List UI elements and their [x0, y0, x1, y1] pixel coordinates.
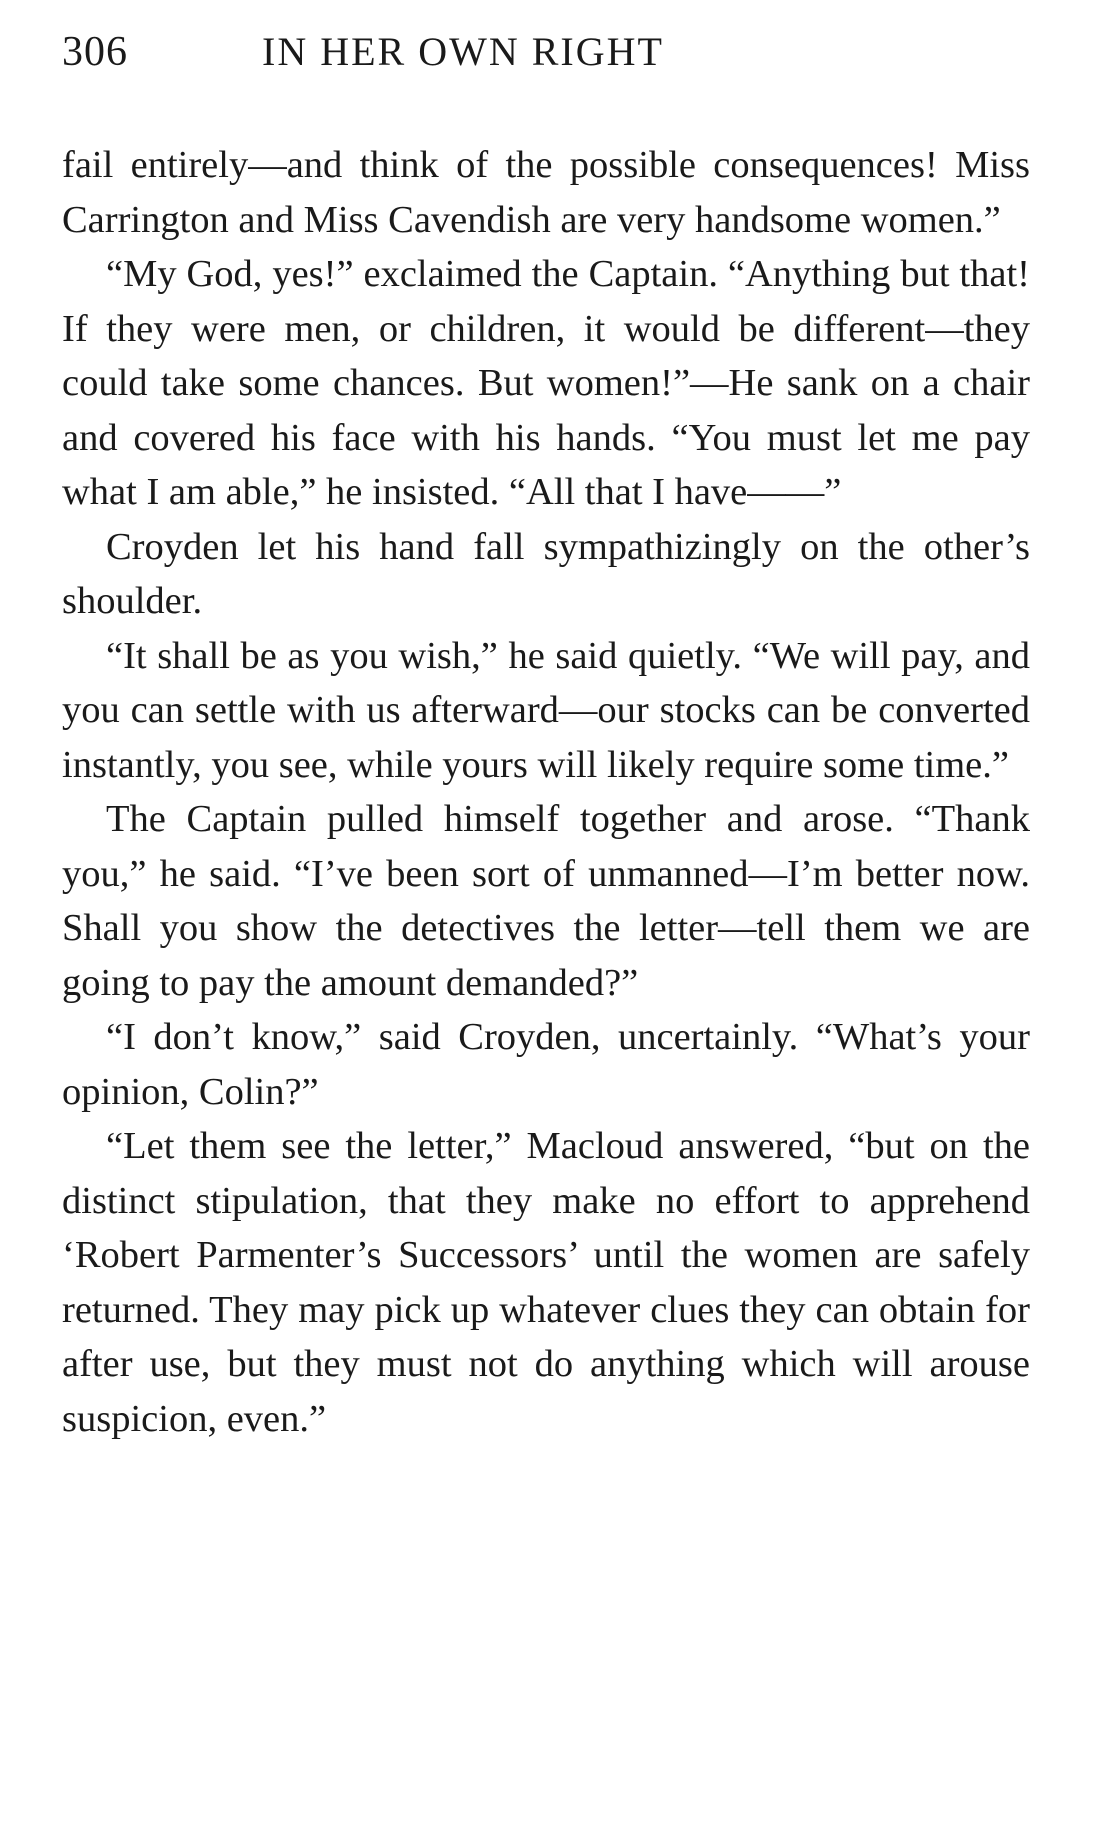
paragraph: The Captain pulled himself together and arose. “Thank you,” he said. “I’ve been sort of unmanned—I’m better now. Shall you show the detectives the letter—tell them we are going to pay the amount demanded?”	[62, 798, 1030, 1004]
paragraph: “It shall be as you wish,” he said quietly. “We will pay, and you can settle with us afterward—our stocks can be converted instantly, you see, while yours will likely require some time.”	[62, 634, 1030, 786]
paragraph: “My God, yes!” exclaimed the Captain. “Anything but that! If they were men, or children, it would be different—they could take some chances. But women!”—He sank on a chair and covered his face with his hands. “You must let me pay what I am able,” he insisted. “All that I have——”	[62, 253, 1030, 513]
body-text	[62, 138, 1030, 1446]
page-number: 306	[62, 29, 128, 75]
paragraph: “I don’t know,” said Croyden, uncertainly. “What’s your opinion, Colin?”	[62, 1016, 1030, 1113]
running-title: IN HER OWN RIGHT	[262, 29, 664, 74]
book-page	[62, 28, 1030, 1446]
paragraph-continued: fail entirely—and think of the possible consequences! Miss Carrington and Miss Cavendish are very handsome women.”	[62, 144, 1030, 241]
running-header	[62, 28, 1030, 98]
paragraph: Croyden let his hand fall sympathizingly on the other’s shoulder.	[62, 525, 1030, 622]
paragraph: “Let them see the letter,” Macloud answered, “but on the distinct stipulation, that they make no effort to apprehend ‘Robert Parmenter’s Successors’ until the women are safely returned. They may pick up whatever clues they can obtain for after use, but they must not do anything which will arouse suspicion, even.”	[62, 1125, 1030, 1440]
